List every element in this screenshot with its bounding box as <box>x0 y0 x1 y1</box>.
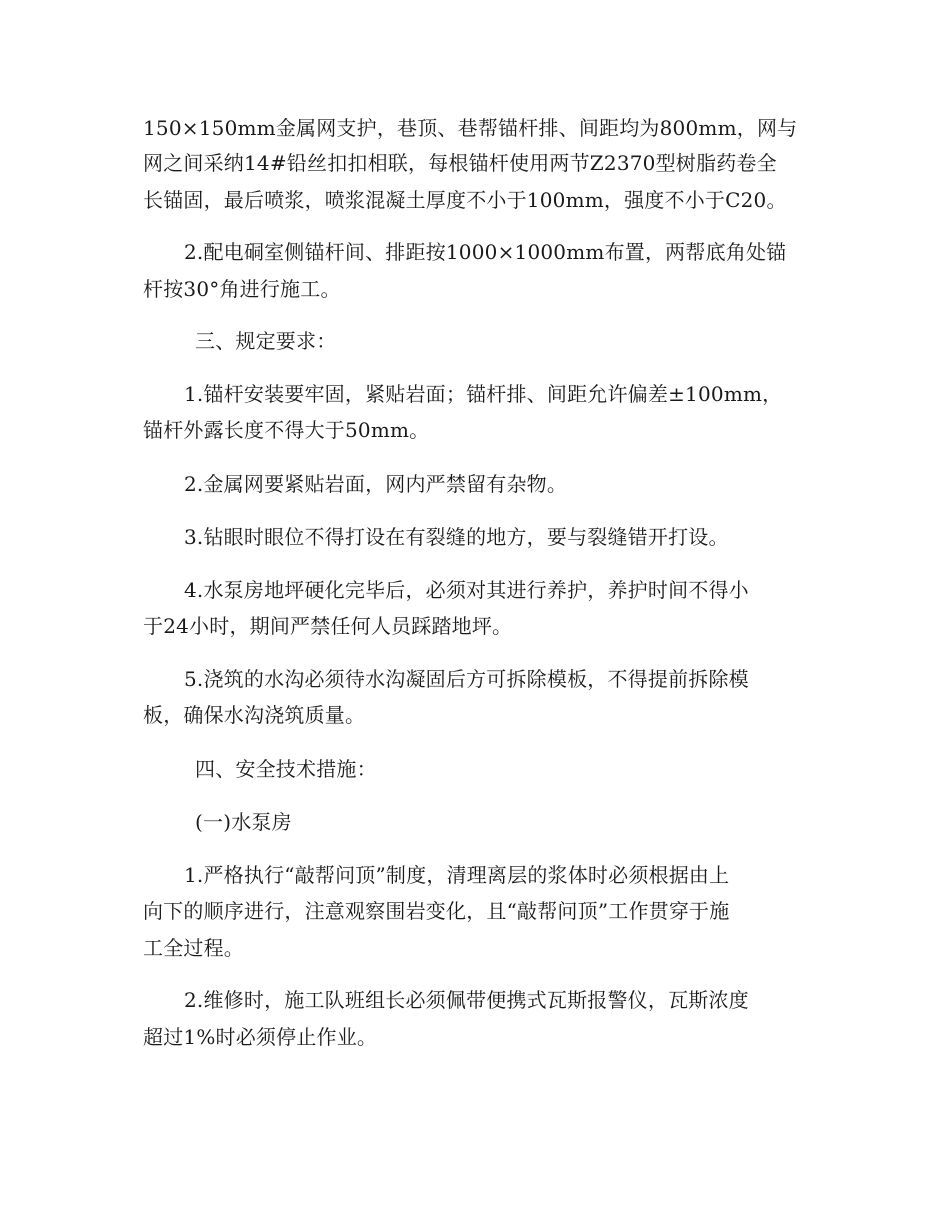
paragraph-line: 杆按30°角进行施工。 <box>143 277 341 301</box>
paragraph-line: 2.金属网要紧贴岩面，网内严禁留有杂物。 <box>184 472 568 496</box>
paragraph-line: 5.浇筑的水沟必须待水沟凝固后方可拆除模板，不得提前拆除模 <box>184 667 749 691</box>
paragraph-line: 工全过程。 <box>143 936 244 960</box>
paragraph-line: 超过1%时必须停止作业。 <box>143 1025 378 1049</box>
paragraph-line: 1.严格执行“敲帮问顶”制度，清理离层的浆体时必须根据由上 <box>184 863 730 887</box>
paragraph-line: 2.维修时，施工队班组长必须佩带便携式瓦斯报警仪，瓦斯浓度 <box>184 988 749 1012</box>
paragraph-line: 3.钻眼时眼位不得打设在有裂缝的地方，要与裂缝错开打设。 <box>184 525 729 549</box>
paragraph-line: 于24小时，期间严禁任何人员踩踏地坪。 <box>143 614 513 638</box>
paragraph-line: 向下的顺序进行，注意观察围岩变化，且“敲帮问顶”工作贯穿于施 <box>143 899 730 923</box>
paragraph-line: 4.水泵房地坪硬化完毕后，必须对其进行养护，养护时间不得小 <box>184 578 749 602</box>
paragraph-line: 锚杆外露长度不得大于50mm。 <box>143 418 430 442</box>
section-heading: 四、安全技术措施： <box>195 757 377 781</box>
subsection-heading: (一)水泵房 <box>195 810 292 834</box>
paragraph-line: 150×150mm金属网支护，巷顶、巷帮锚杆排、间距均为800mm，网与 <box>143 116 798 140</box>
paragraph-line: 板，确保水沟浇筑质量。 <box>143 703 366 727</box>
paragraph-line: 1.锚杆安装要牢固，紧贴岩面；锚杆排、间距允许偏差±100mm， <box>184 382 783 406</box>
paragraph-line: 网之间采纳14#铅丝扣扣相联，每根锚杆使用两节Z2370型树脂药卷全 <box>143 151 777 175</box>
paragraph-line: 2.配电硐室侧锚杆间、排距按1000×1000mm布置，两帮底角处锚 <box>184 240 787 264</box>
section-heading: 三、规定要求： <box>195 329 337 353</box>
paragraph-line: 长锚固，最后喷浆，喷浆混凝土厚度不小于100mm，强度不小于C20。 <box>143 188 787 212</box>
